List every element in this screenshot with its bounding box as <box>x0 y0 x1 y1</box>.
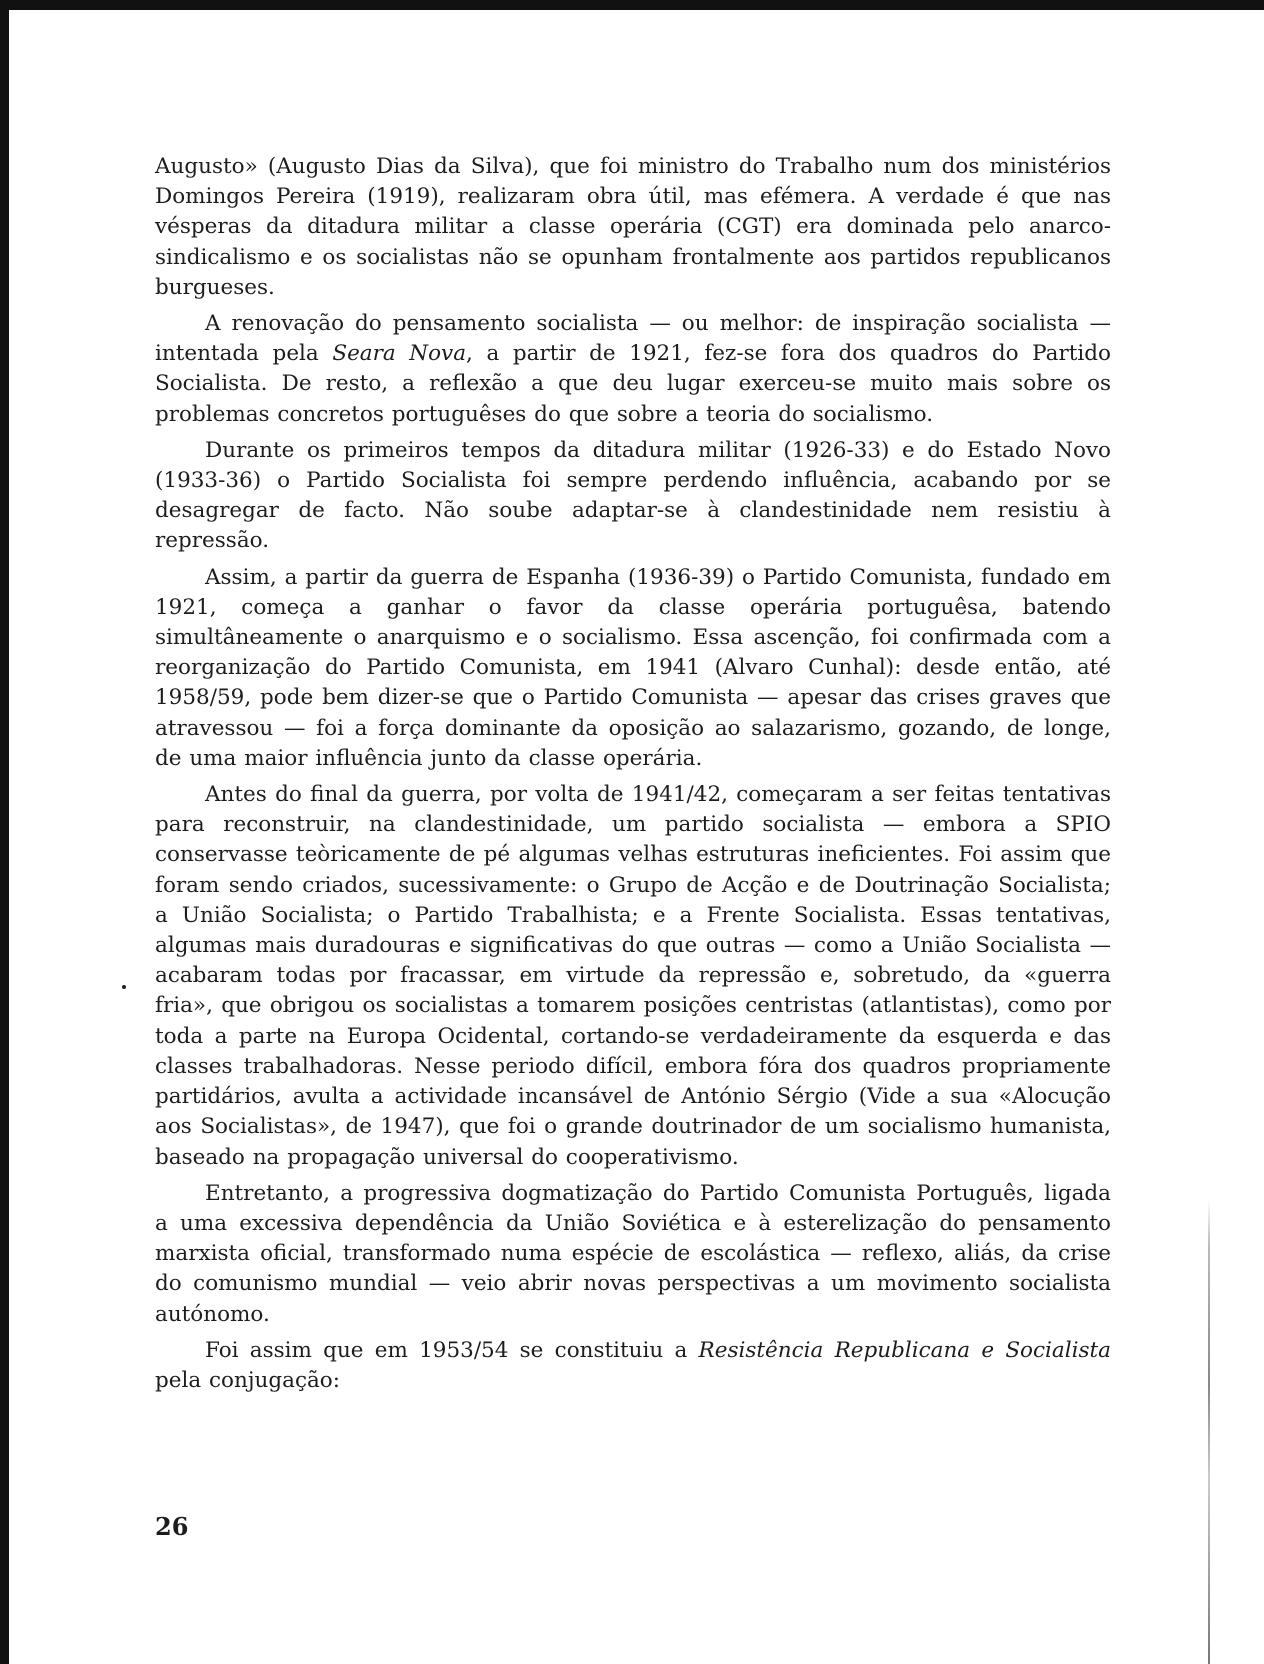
paragraph-text: Augusto» (Augusto Dias da Silva), que foi ministro do Trabalho num dos ministérios Domingos Pereira (1919), realizaram obra útil, mas efémera. A verdade é que nas vésperas da ditadura militar a classe operária (CGT) era dominada pelo anarco-sindicalismo e os socialistas não se opunham frontalmente aos partidos republicanos burgueses. <box>155 154 1111 300</box>
scan-speck <box>122 985 126 989</box>
scan-margin-line <box>1208 1200 1210 1664</box>
paragraph-2 <box>155 309 1111 430</box>
paragraph-4 <box>155 563 1111 774</box>
scan-border-top <box>0 0 1264 10</box>
scan-border-left <box>0 0 9 1664</box>
paragraph-7 <box>155 1336 1111 1396</box>
paragraph-text: Assim, a partir da guerra de Espanha (1936-39) o Partido Comunista, fundado em 1921, começa a ganhar o favor da classe operária portuguêsa, batendo simultâneamente o anarquismo e o socialismo. Essa ascenção, foi confirmada com a reorganização do Partido Comunista, em 1941 (Alvaro Cunhal): desde então, até 1958/59, pode bem dizer-se que o Partido Comunista — apesar das crises graves que atravessou — foi a força dominante da oposição ao salazarismo, gozando, de longe, de uma maior influência junto da classe operária. <box>155 564 1111 771</box>
page-number: 26 <box>155 1512 189 1541</box>
paragraph-1 <box>155 152 1111 303</box>
paragraph-text: Foi assim que em 1953/54 se constituiu a <box>205 1337 699 1363</box>
organization-title: Resistência Republicana e Socialista <box>698 1337 1111 1363</box>
paragraph-text: pela conjugação: <box>155 1367 340 1393</box>
paragraph-5 <box>155 780 1111 1173</box>
paragraph-text: Antes do final da guerra, por volta de 1941/42, começaram a ser feitas tentativas para reconstruir, na clandestinidade, um partido socialista — embora a SPIO conservasse teòricamente de pé algumas velhas estruturas ineficientes. Foi assim que foram sendo criados, sucessivamente: o Grupo de Acção e de Doutrinação Socialista; a União Socialista; o Partido Trabalhista; e a Frente Socialista. Essas tentativas, algumas mais duradouras e significativas do que outras — como a União Socialista — acabaram todas por fracassar, em virtude da repressão e, sobretudo, da «guerra fria», que obrigou os socialistas a tomarem posições centristas (atlantistas), como por toda a parte na Europa Ocidental, cortando-se verdadeiramente da esquerda e das classes trabalhadoras. Nesse periodo difícil, embora fóra dos quadros propriamente partidários, avulta a actividade incansável de António Sérgio (Vide a sua «Alocução aos Socialistas», de 1947), que foi o grande doutrinador de um socialismo humanista, baseado na propagação universal do cooperativismo. <box>155 782 1111 1170</box>
paragraph-6 <box>155 1179 1111 1330</box>
paragraph-text: , a partir de 1921, fez-se fora dos quadros do Partido Socialista. De resto, a reflexão a que deu lugar exerceu-se muito mais sobre os problemas concretos portuguêses do que sobre a teoria do socialismo. <box>155 341 1112 427</box>
paragraph-3 <box>155 436 1111 557</box>
paragraph-text: Entretanto, a progressiva dogmatização do Partido Comunista Português, ligada a uma excessiva dependência da União Soviética e à esterelização do pensamento marxista oficial, transformado numa espécie de escolástica — reflexo, aliás, da crise do comunismo mundial — veio abrir novas perspectivas a um movimento socialista autónomo. <box>155 1180 1111 1327</box>
page-body <box>155 152 1111 1402</box>
paragraph-text: Durante os primeiros tempos da ditadura militar (1926-33) e do Estado Novo (1933-36) o Partido Socialista foi sempre perdendo influência, acabando por se desagregar de facto. Não soube adaptar-se à clandestinidade nem resistiu à repressão. <box>155 437 1111 554</box>
journal-title: Seara Nova <box>332 341 467 367</box>
paragraph-text: A renovação do pensamento socialista — ou melhor: de inspiração socialista — intentada pela <box>155 311 1111 367</box>
